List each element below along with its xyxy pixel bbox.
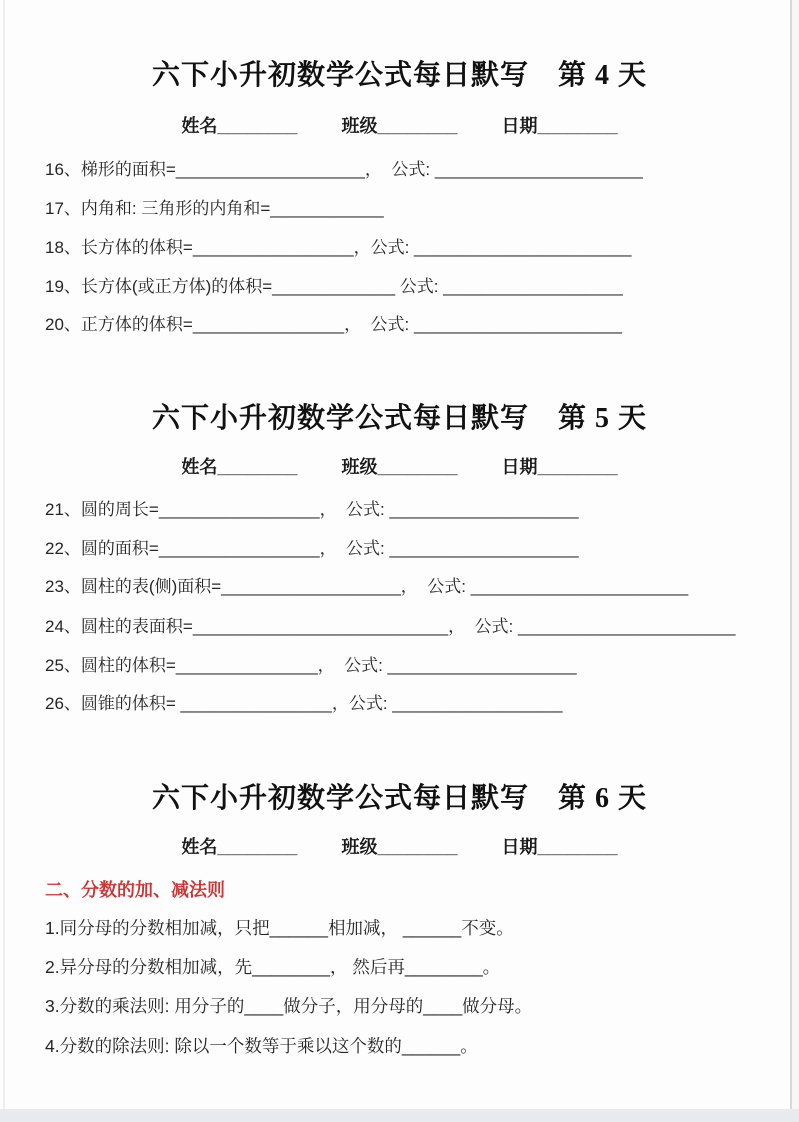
- fraction-rule-2: 2.异分母的分数相加减，先________， 然后再________。: [45, 957, 501, 977]
- question-18: 18、长方体的体积=_________________，公式: _______________________: [45, 238, 632, 257]
- section-title-day6: 六下小升初数学公式每日默写 第 6 天: [151, 783, 647, 814]
- page-right-edge: [790, 0, 792, 1122]
- question-25: 25、圆柱的体积=_______________， 公式: ____________________: [45, 656, 577, 675]
- fraction-rule-1: 1.同分母的分数相加减，只把______相加减， ______不变。: [45, 918, 514, 938]
- question-21: 21、圆的周长=_________________， 公式: ____________________: [45, 500, 579, 519]
- fraction-rule-4: 4.分数的除法则: 除以一个数等于乘以这个数的______。: [45, 1036, 478, 1056]
- page-bottom-edge: [0, 1109, 799, 1122]
- page-right-margin: [792, 0, 799, 1122]
- name-row-day6: [0, 833, 799, 859]
- fraction-rule-3: 3.分数的乘法则: 用分子的____做分子，用分母的____做分母。: [45, 996, 533, 1016]
- name-row-day4: [0, 112, 799, 138]
- class-field: 班级________: [341, 457, 458, 477]
- class-field: 班级________: [341, 837, 458, 857]
- date-field: 日期________: [501, 837, 618, 857]
- name-row-day5: [0, 453, 799, 479]
- name-field: 姓名________: [181, 457, 298, 477]
- page-left-edge: [3, 0, 5, 1122]
- question-22: 22、圆的面积=_________________， 公式: ____________________: [45, 539, 579, 558]
- question-26: 26、圆锥的体积= ________________，公式: __________________: [45, 694, 563, 713]
- fraction-rules-heading: 二、分数的加、减法则: [45, 880, 225, 900]
- name-field: 姓名________: [181, 116, 298, 136]
- section-title-day4: 六下小升初数学公式每日默写 第 4 天: [151, 60, 647, 91]
- name-field: 姓名________: [181, 837, 298, 857]
- class-field: 班级________: [341, 116, 458, 136]
- question-17: 17、内角和: 三角形的内角和=____________: [45, 199, 384, 218]
- question-24: 24、圆柱的表面积=___________________________， 公式: _______________________: [45, 617, 736, 636]
- question-23: 23、圆柱的表(侧)面积=___________________， 公式: _______________________: [45, 577, 689, 596]
- question-19: 19、长方体(或正方体)的体积=_____________ 公式: ___________________: [45, 277, 623, 296]
- question-16: 16、梯形的面积=____________________， 公式: ______________________: [45, 160, 643, 179]
- date-field: 日期________: [501, 116, 618, 136]
- date-field: 日期________: [501, 457, 618, 477]
- question-20: 20、正方体的体积=________________， 公式: ______________________: [45, 315, 623, 334]
- section-title-day5: 六下小升初数学公式每日默写 第 5 天: [151, 403, 647, 434]
